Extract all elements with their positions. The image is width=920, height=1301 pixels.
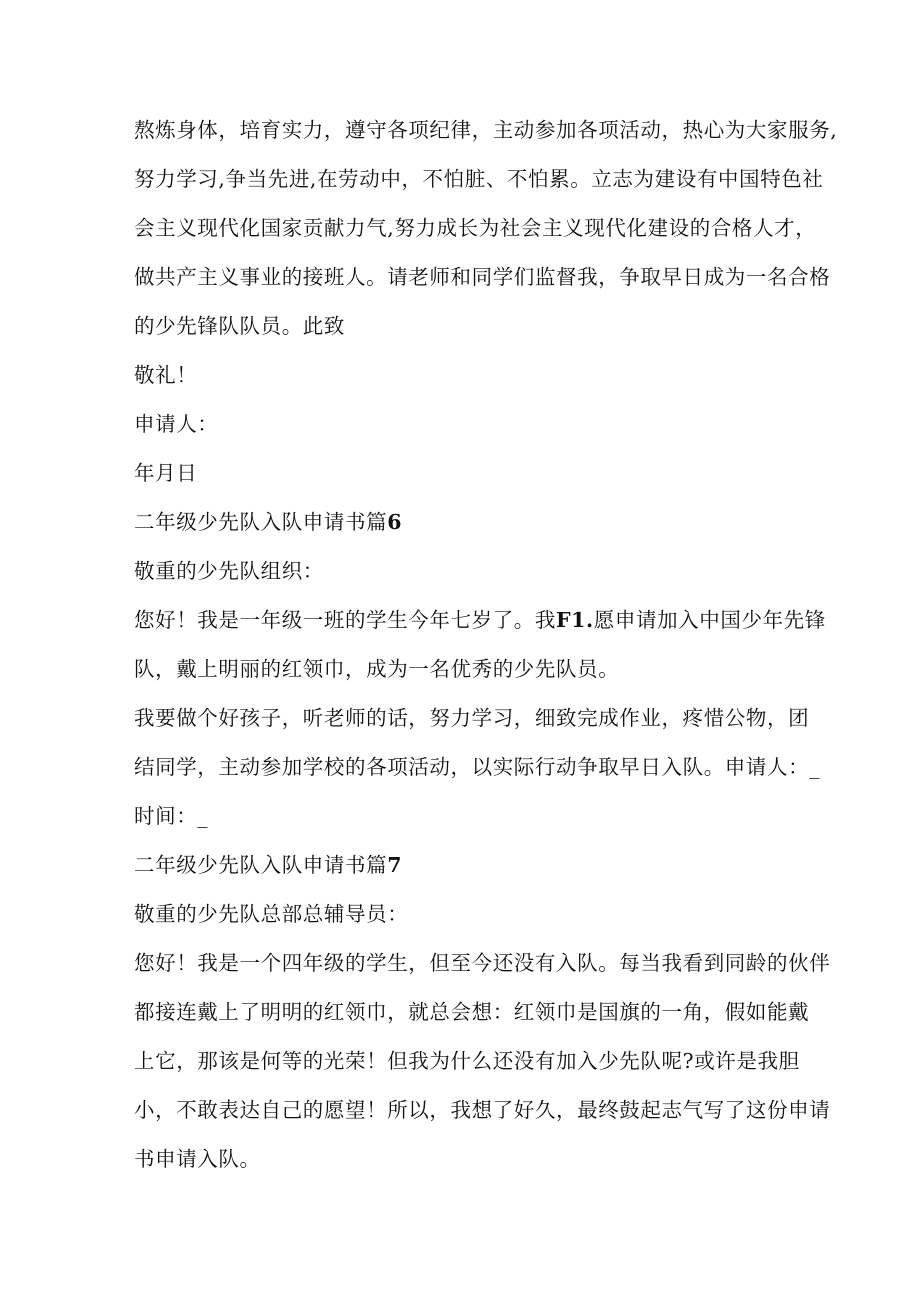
section-heading-6	[134, 508, 402, 536]
text-line: 小，不敢表达自己的愿望！所以，我想了好久，最终鼓起志气写了这份申请	[134, 1098, 831, 1122]
text-line: 队，戴上明丽的红领巾，成为一名优秀的少先队员。	[134, 657, 620, 681]
text-line: 上它，那该是何等的光荣！但我为什么还没有加入少先队呢?或许是我胆	[134, 1049, 800, 1073]
text-segment: 您好！我是一年级一班的学生今年七岁了。我	[134, 608, 556, 632]
text-line: 努力学习,争当先进,在劳动中，不怕脏、不怕累。立志为建设有中国特色社	[134, 167, 824, 191]
greeting-line: 敬重的少先队总部总辅导员：	[134, 902, 409, 926]
salutation-line: 敬礼！	[134, 363, 198, 387]
section-heading-7	[134, 851, 402, 879]
time-line: 时间：_	[134, 804, 209, 828]
heading-text: 二年级少先队入队申请书篇	[134, 853, 388, 877]
text-line: 做共产主义事业的接班人。请老师和同学们监督我，争取早日成为一名合格	[134, 265, 831, 289]
text-segment: 愿申请加入中国少年先锋	[593, 608, 826, 632]
text-line: 都接连戴上了明明的红领巾，就总会想：红领巾是国旗的一角，假如能戴	[134, 1000, 810, 1024]
text-line: 我要做个好孩子，听老师的话，努力学习，细致完成作业，疼惜公物，团	[134, 706, 810, 730]
date-line: 年月日	[134, 461, 198, 485]
text-line: 熬炼身体，培育实力，遵守各项纪律，主动参加各项活动，热心为大家服务,	[134, 118, 838, 142]
applicant-line: 申请人：	[134, 412, 219, 436]
text-line: 结同学，主动参加学校的各项活动，以实际行动争取早日入队。申请人：_	[134, 755, 821, 779]
text-line	[134, 606, 826, 634]
text-line: 书申请入队。	[134, 1147, 261, 1171]
text-line: 会主义现代化国家贡献力气,努力成长为社会主义现代化建设的合格人才，	[134, 216, 817, 240]
heading-number: 7	[387, 853, 403, 877]
heading-number: 6	[387, 510, 403, 534]
text-line: 您好！我是一个四年级的学生，但至今还没有入队。每当我看到同龄的伙伴	[134, 951, 831, 975]
heading-text: 二年级少先队入队申请书篇	[134, 510, 388, 534]
greeting-line: 敬重的少先队组织：	[134, 559, 324, 583]
inline-bold-text: F1.	[556, 608, 594, 632]
text-line: 的少先锋队队员。此致	[134, 314, 345, 338]
